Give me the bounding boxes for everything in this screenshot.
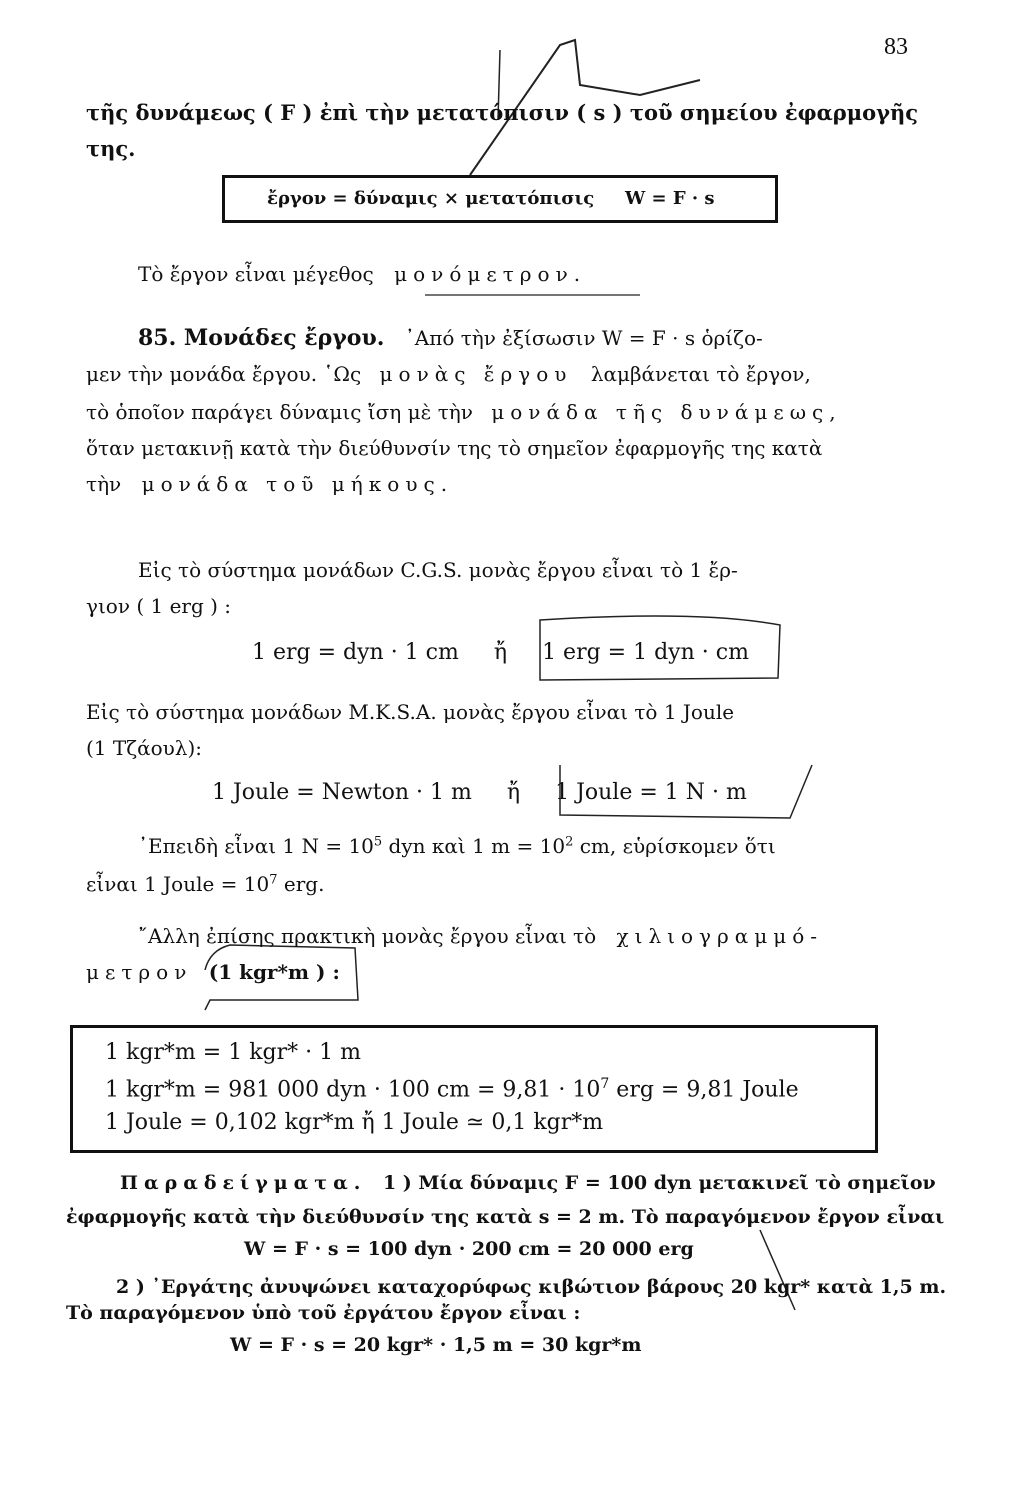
formula-row: 1 kgr*m = 1 kgr* · 1 m [105, 1040, 361, 1065]
scalar-statement: Τὸ ἔργον εἶναι μέγεθος μονόμετρον. [138, 262, 587, 286]
examples-line: Παραδείγματα. 1 ) Μία δύναμις F = 100 dyn μετακινεῖ τὸ σημεῖον [120, 1172, 936, 1194]
section-85-line: 85. Μονάδες ἔργου. ᾿Από τὴν ἐξίσωσιν W = F · s ὁρίζο- [138, 325, 763, 351]
paragraph-line: εἶναι 1 Joule = $10^7$ erg. [86, 872, 325, 896]
paragraph-line: ᾿Επειδὴ εἶναι 1 $N = 10^5$ dyn καὶ 1 $m = 10^2$ cm, εὑρίσκομεν ὅτι [138, 834, 776, 858]
paragraph-line: τῆς δυνάμεως ( F ) ἐπὶ τὴν μετατόπισιν ( s ) τοῦ σημείου ἐφαρμογῆς [86, 100, 919, 125]
section-heading: 85. Μονάδες ἔργου. [138, 325, 385, 351]
paragraph-line: γιον ( 1 erg ) : [86, 594, 232, 618]
examples-heading: Παραδείγματα. [120, 1172, 367, 1194]
paragraph-line: Εἰς τὸ σύστημα μονάδων M.K.S.A. μονὰς ἔργου εἶναι τὸ 1 Joule [86, 700, 735, 724]
formula-row: 1 kgr*m = 981 000 dyn · 100 cm = $9,81 \cdot 10^7$ erg = 9,81 Joule [105, 1076, 799, 1103]
equation-erg: 1 erg = dyn · 1 cm ἤ 1 erg = 1 dyn · cm [252, 640, 749, 665]
formula-box-kgm [70, 1025, 878, 1153]
examples-line: 2 ) ᾿Εργάτης ἀνυψώνει καταχορύφως κιβώτιον βάρους 20 kgr* κατὰ 1,5 m. [116, 1276, 947, 1298]
paragraph-line: μετρον (1 kgr*m ) : [86, 960, 340, 984]
paragraph-line: Εἰς τὸ σύστημα μονάδων C.G.S. μονὰς ἔργου εἶναι τὸ 1 ἔρ- [138, 558, 738, 582]
formula-symbols: W = F · s [625, 188, 715, 209]
paragraph-line: τὸ ὁποῖον παράγει δύναμις ἴση μὲ τὴν μονάδα τῆς δυνάμεως, [86, 400, 842, 424]
formula-row: 1 Joule = 0,102 kgr*m ἤ 1 Joule ≃ 0,1 kgr*m [105, 1110, 604, 1135]
examples-line: Τὸ παραγόμενον ὑπὸ τοῦ ἐργάτου ἔργον εἶναι : [66, 1302, 581, 1324]
paragraph-line: ὅταν μετακινῇ κατὰ τὴν διεύθυνσίν της τὸ σημεῖον ἐφαρμογῆς της κατὰ [86, 436, 823, 460]
paragraph-line: μεν τὴν μονάδα ἔργου. ῾Ως μονὰς ἔργου λαμβάνεται τὸ ἔργον, [86, 362, 811, 386]
examples-line: ἐφαρμογῆς κατὰ τὴν διεύθυνσίν της κατὰ s = 2 m. Τὸ παραγόμενον ἔργον εἶναι [66, 1206, 945, 1228]
paragraph-line: της. [86, 136, 136, 161]
paragraph-line: ῎Αλλη ἐπίσης πρακτικὴ μονὰς ἔργου εἶναι τὸ χιλιογραμμό- [138, 924, 824, 948]
equation-joule: 1 Joule = Newton · 1 m ἤ 1 Joule = 1 N · m [212, 780, 747, 805]
formula-box-work [222, 175, 778, 223]
paragraph-line: τὴν μονάδα τοῦ μήκους. [86, 472, 454, 496]
example-equation: W = F · s = 20 kgr* · 1,5 m = 30 kgr*m [230, 1334, 642, 1356]
example-equation: W = F · s = 100 dyn · 200 cm = 20 000 erg [244, 1238, 694, 1260]
page-number: 83 [884, 34, 908, 60]
formula-words: ἔργον = δύναμις × μετατόπισις [267, 188, 595, 209]
paragraph-line: (1 Τζάουλ): [86, 736, 202, 760]
